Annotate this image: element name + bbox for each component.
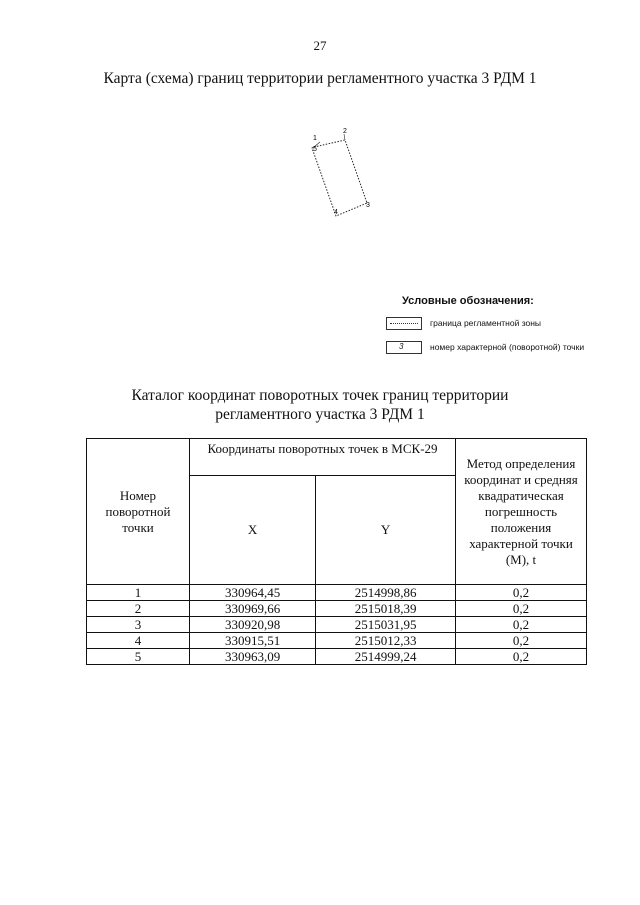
table-row [87, 617, 587, 633]
header-coordinates: Координаты поворотных точек в МСК-29 [190, 439, 456, 476]
legend-label: номер характерной (поворотной) точки [430, 342, 585, 352]
page-number: 27 [313, 38, 327, 53]
cell-method: 0,2 [456, 585, 587, 601]
boundary-polygon [312, 140, 367, 216]
catalog-title-line-1: Каталог координат поворотных точек границ территории [131, 387, 509, 404]
cell-y: 2515018,39 [316, 601, 456, 617]
legend-label: граница регламентной зоны [430, 318, 542, 328]
cell-method: 0,2 [456, 617, 587, 633]
coordinates-table [86, 438, 587, 665]
map-title: Карта (схема) границ территории регламентного участка 3 РДМ 1 [103, 70, 537, 87]
point-label-2: 2 [343, 128, 347, 135]
cell-x: 330963,09 [190, 649, 316, 665]
cell-point: 4 [87, 633, 190, 649]
header-x: X [190, 476, 316, 585]
cell-y: 2515012,33 [316, 633, 456, 649]
cell-point: 1 [87, 585, 190, 601]
point-label-1: 1 [313, 135, 317, 142]
header-point-number: Номер поворотной точки [87, 439, 190, 585]
table-row [87, 633, 587, 649]
table-row [87, 601, 587, 617]
cell-x: 330920,98 [190, 617, 316, 633]
cell-point: 5 [87, 649, 190, 665]
point-label-3: 3 [366, 202, 370, 209]
cell-x: 330964,45 [190, 585, 316, 601]
point-label-4: 4 [334, 209, 338, 216]
boundary-scheme [288, 118, 398, 238]
cell-method: 0,2 [456, 601, 587, 617]
cell-method: 0,2 [456, 633, 587, 649]
cell-y: 2514999,24 [316, 649, 456, 665]
header-y: Y [316, 476, 456, 585]
cell-point: 3 [87, 617, 190, 633]
cell-y: 2514998,86 [316, 585, 456, 601]
point-label-5: 5 [313, 146, 317, 153]
cell-point: 2 [87, 601, 190, 617]
cell-y: 2515031,95 [316, 617, 456, 633]
cell-x: 330969,66 [190, 601, 316, 617]
legend-point-symbol: 3 [399, 341, 404, 351]
legend-item-boundary [386, 315, 636, 331]
legend [386, 295, 636, 355]
header-method: Метод определения координат и средняя квадратическая погрешность положения характерной точки (М), t [456, 439, 587, 585]
catalog-title [0, 386, 640, 424]
dotted-line-swatch-icon [386, 317, 422, 330]
legend-title: Условные обозначения: [402, 295, 534, 307]
catalog-title-line-2: регламентного участка 3 РДМ 1 [215, 406, 425, 423]
legend-item-point [386, 339, 636, 355]
cell-x: 330915,51 [190, 633, 316, 649]
point-number-swatch-icon [386, 341, 422, 354]
table-row [87, 585, 587, 601]
cell-method: 0,2 [456, 649, 587, 665]
table-row [87, 649, 587, 665]
